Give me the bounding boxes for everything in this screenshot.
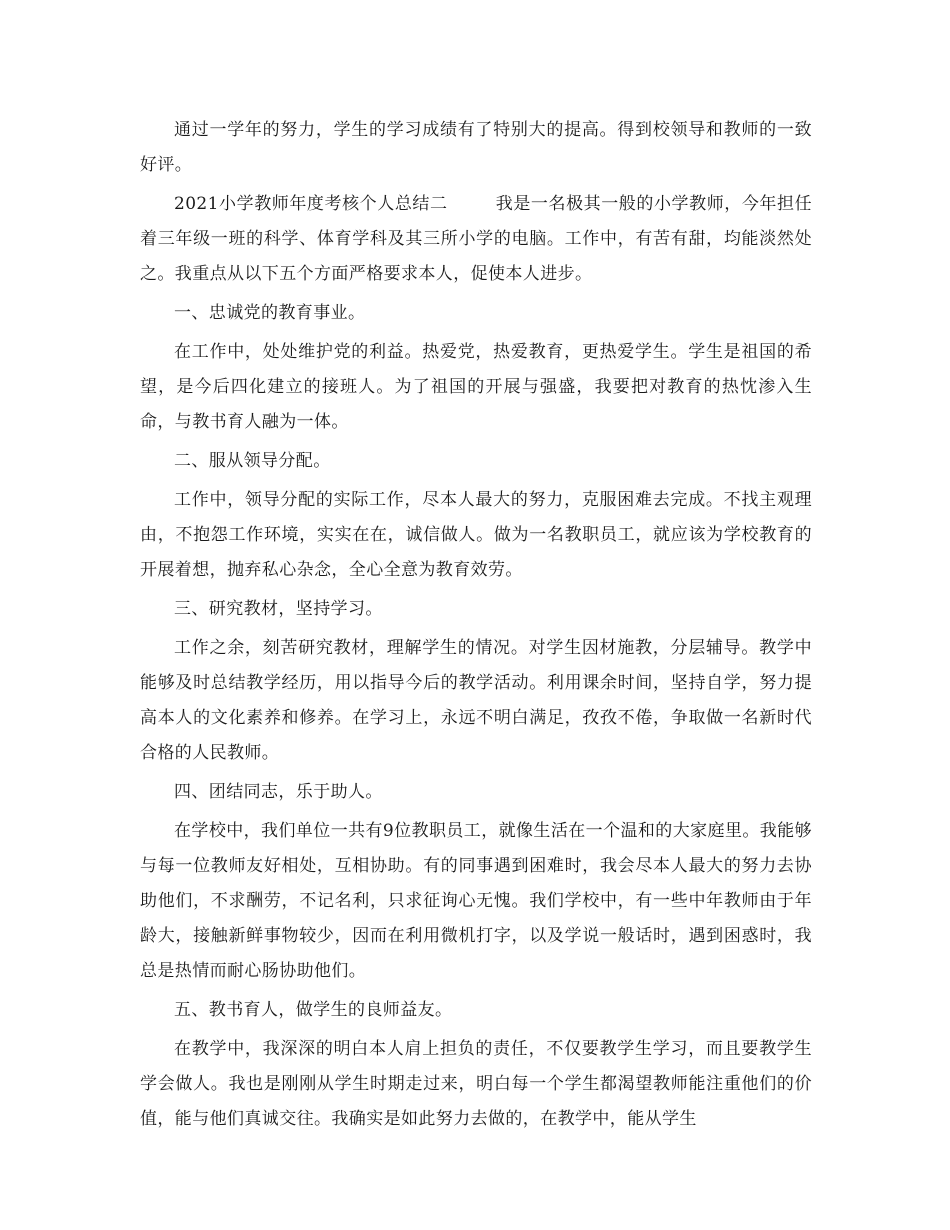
paragraph-section-1: 在工作中，处处维护党的利益。热爱党，热爱教育，更热爱学生。学生是祖国的希望，是今后四化建立的接班人。为了祖国的开展与强盛，我要把对教育的热忱渗入生命，与教书育人融为一体。: [140, 342, 812, 432]
paragraph-section-5: 在教学中，我深深的明白本人肩上担负的责任，不仅要教学生学习，而且要教学生学会做人。我也是刚刚从学生时期走过来，明白每一个学生都渴望教师能注重他们的价值，能与他们真诚交往。我确实是如此努力去做的，在教学中，能从学生: [140, 1039, 812, 1129]
paragraph-section-2: 工作中，领导分配的实际工作，尽本人最大的努力，克服困难去完成。不找主观理由，不抱怨工作环境，实实在在，诚信做人。做为一名教职员工，就应该为学校教育的开展着想，抛弃私心杂念，全心全意为教育效劳。: [140, 490, 812, 580]
paragraph-section-4: 在学校中，我们单位一共有9位教职员工，就像生活在一个温和的大家庭里。我能够与每一位教师友好相处，互相协助。有的同事遇到困难时，我会尽本人最大的努力去协助他们，不求酬劳，不记名利，只求征询心无愧。我们学校中，有一些中年教师由于年龄大，接触新鲜事物较少，因而在利用微机打字，以及学说一般话时，遇到困惑时，我总是热情而耐心肠协助他们。: [140, 821, 812, 981]
paragraph-section-3: 工作之余，刻苦研究教材，理解学生的情况。对学生因材施教，分层辅导。教学中能够及时总结教学经历，用以指导今后的教学活动。利用课余时间，坚持自学，努力提高本人的文化素养和修养。在学习上，永远不明白满足，孜孜不倦，争取做一名新时代合格的人民教师。: [140, 638, 812, 763]
paragraph-intro: 通过一学年的努力，学生的学习成绩有了特别大的提高。得到校领导和教师的一致好评。: [140, 120, 812, 175]
summary-title: 2021小学教师年度考核个人总结二: [174, 194, 448, 214]
summary-body: 我是一名极其一般的小学教师，今年担任着三年级一班的科学、体育学科及其三所小学的电脑。工作中，有苦有甜，均能淡然处之。我重点从以下五个方面严格要求本人，促使本人进步。: [140, 194, 812, 284]
document-body: [140, 113, 812, 1141]
section-heading-2: 二、服从领导分配。: [174, 451, 331, 471]
section-heading-5: 五、教书育人，做学生的良师益友。: [174, 1000, 453, 1020]
section-heading-1: 一、忠诚党的教育事业。: [174, 303, 366, 323]
section-heading-4: 四、团结同志，乐于助人。: [174, 782, 383, 802]
section-heading-3: 三、研究教材，坚持学习。: [174, 599, 383, 619]
paragraph-summary-two: [140, 187, 812, 292]
